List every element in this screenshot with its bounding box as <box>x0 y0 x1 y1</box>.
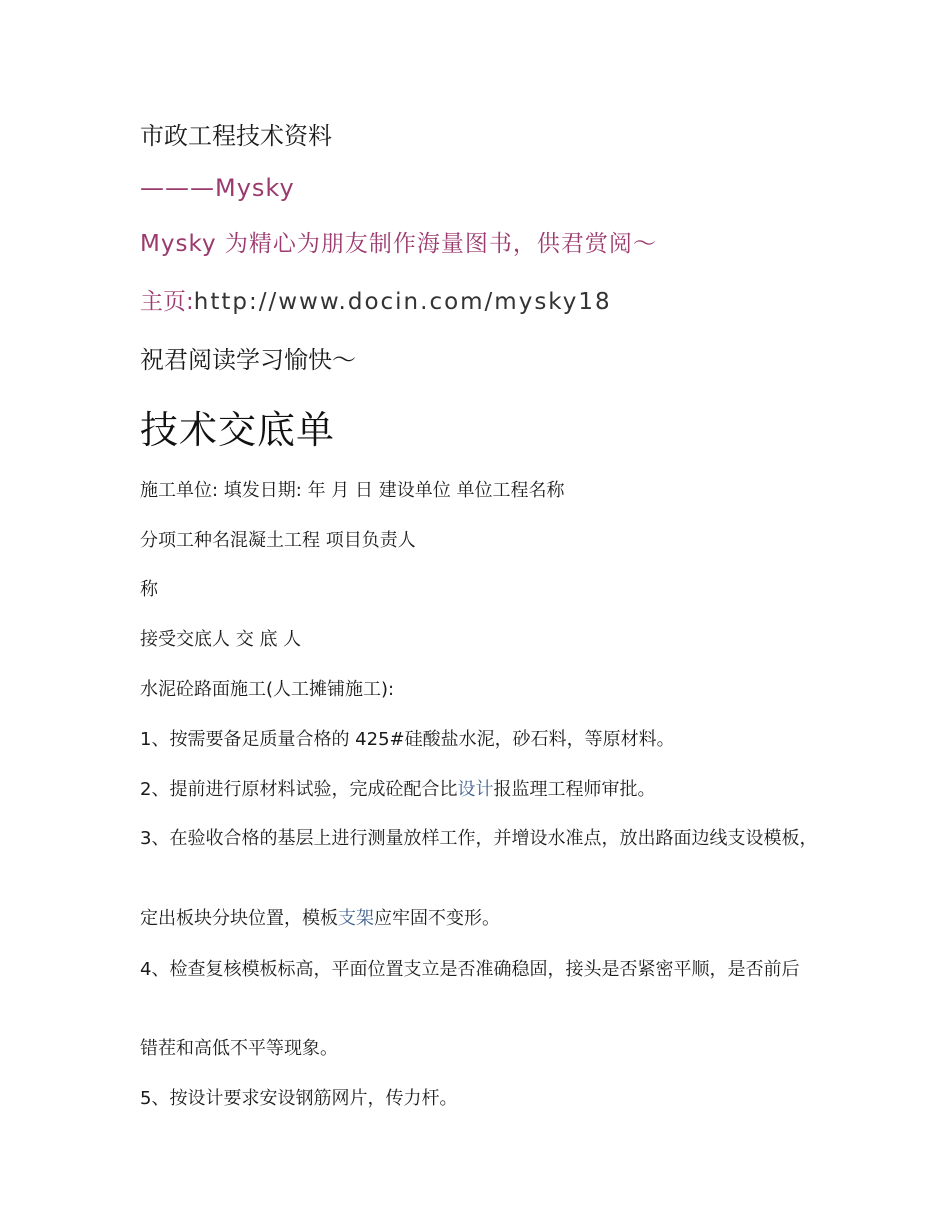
meta-line-2: 分项工种名混凝土工程 项目负责人 <box>140 530 416 551</box>
document-title: 技术交底单 <box>140 408 336 452</box>
list-item-5: 5、按设计要求安设钢筋网片，传力杆。 <box>140 1088 458 1109</box>
meta-line-3: 称 <box>140 579 158 600</box>
author-line: ———Mysky <box>140 174 295 202</box>
list-item-3-continued <box>140 908 500 930</box>
meta-line-4: 接受交底人 交 底 人 <box>140 629 302 650</box>
list-item-2-text: 2、提前进行原材料试验，完成砼配合比 <box>140 779 458 800</box>
list-item-3-cont-tail: 应牢固不变形。 <box>374 908 500 929</box>
list-item-4-continued: 错茬和高低不平等现象。 <box>140 1038 338 1059</box>
header-title: 市政工程技术资料 <box>140 122 332 150</box>
design-link[interactable]: 设计 <box>457 779 494 800</box>
wish-text: 祝君阅读学习愉快～ <box>140 346 356 374</box>
list-item-3: 3、在验收合格的基层上进行测量放样工作，并增设水准点，放出路面边线支设模板， <box>140 828 818 849</box>
list-item-1: 1、按需要备足质量合格的 425#硅酸盐水泥，砂石料，等原材料。 <box>140 729 675 750</box>
homepage-url: http://www.docin.com/mysky18 <box>193 289 612 315</box>
support-link[interactable]: 支架 <box>338 908 374 929</box>
list-item-2-tail: 报监理工程师审批。 <box>493 779 656 800</box>
slogan-text: Mysky 为精心为朋友制作海量图书，供君赏阅～ <box>140 231 657 257</box>
list-item-3-cont-text: 定出板块分块位置，模板 <box>140 908 338 929</box>
list-item-2 <box>140 779 655 801</box>
list-item-4: 4、检查复核模板标高，平面位置支立是否准确稳固，接头是否紧密平顺，是否前后 <box>140 959 800 980</box>
section-title: 水泥砼路面施工(人工摊铺施工): <box>140 679 395 700</box>
homepage-line <box>140 289 612 317</box>
homepage-label: 主页: <box>140 289 194 315</box>
meta-line-1: 施工单位: 填发日期: 年 月 日 建设单位 单位工程名称 <box>140 480 565 501</box>
